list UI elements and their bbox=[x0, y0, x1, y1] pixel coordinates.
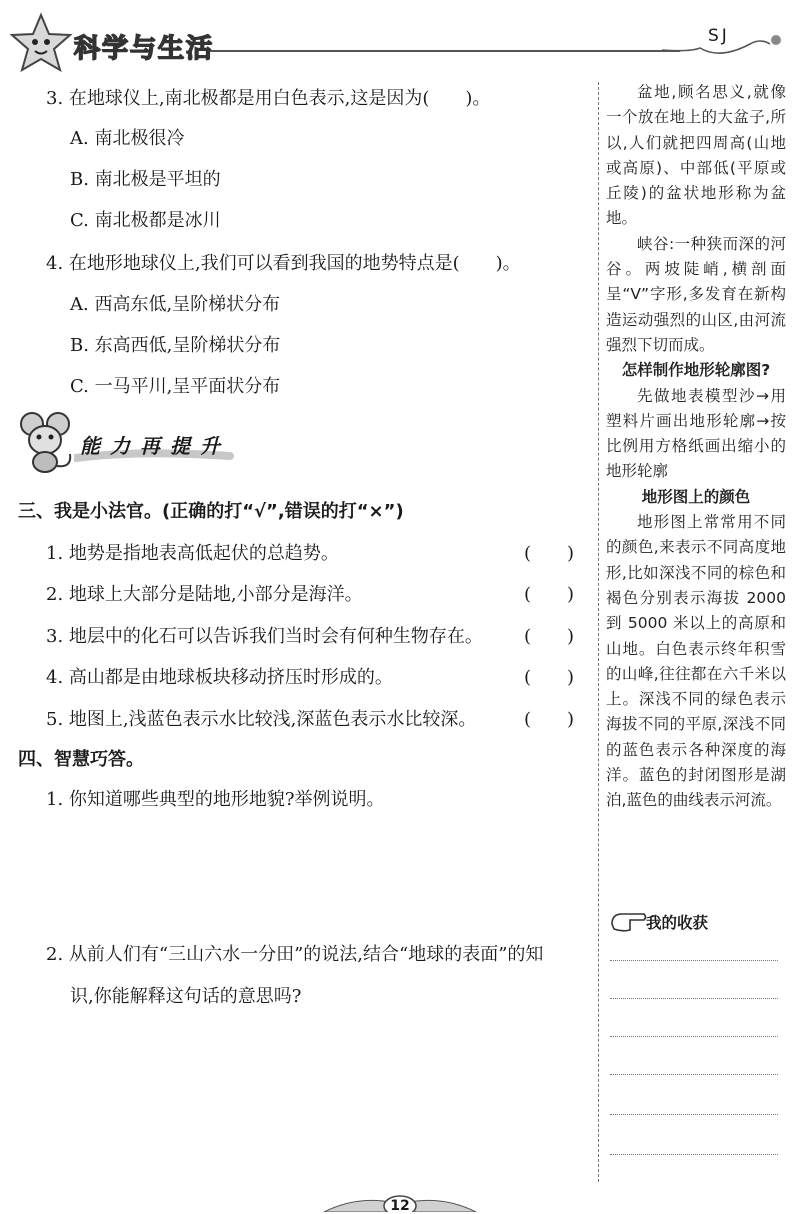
judge-item-5: 5. 地图上,浅蓝色表示水比较浅,深蓝色表示水比较深。 bbox=[46, 709, 477, 730]
answer-blank-2[interactable]: ( ) bbox=[524, 584, 575, 605]
q3-option-a: A. 南北极很冷 bbox=[70, 128, 185, 149]
header-title: 科学与生活 bbox=[74, 34, 215, 64]
section4-title: 四、智慧巧答。 bbox=[18, 749, 144, 770]
sidebar-colors-text: 地形图上常常用不同的颜色,来表示不同高度地形,比如深浅不同的棕色和褐色分别表示海拔 2000 到 5000 米以上的高原和山地。白色表示终年积雪的山峰,往往都在六千米以上。深浅不同的绿色表示海拔不同的平原,深浅不同的蓝色表示各种深度的海洋。蓝色的封闭图形是湖泊,蓝色的曲线表示河流。 bbox=[606, 513, 786, 810]
pointing-hand-icon bbox=[608, 908, 648, 934]
header-rule bbox=[210, 50, 680, 52]
answer-blank-3[interactable]: ( ) bbox=[524, 626, 575, 647]
sidebar-gorge: 峡谷:一种狭而深的河谷。两坡陡峭,横剖面呈“V”字形,多发育在新构造运动强烈的山区,由河流强烈下切而成。 bbox=[606, 234, 786, 354]
q3-option-c: C. 南北极都是冰川 bbox=[70, 210, 221, 231]
q4-option-c: C. 一马平川,呈平面状分布 bbox=[70, 376, 281, 397]
sidebar-basin: 盆地,顾名思义,就像一个放在地上的大盆子,所以,人们就把四周高(山地或高原)、中部低(平原或丘陵)的盆状地形称为盆地。 bbox=[606, 83, 786, 228]
essay-q1-answer-area[interactable] bbox=[46, 820, 586, 930]
judge-item-3: 3. 地层中的化石可以告诉我们当时会有何种生物存在。 bbox=[46, 626, 483, 647]
answer-blank-1[interactable]: ( ) bbox=[524, 543, 575, 564]
banner-title: 能力再提升 bbox=[80, 434, 230, 458]
harvest-title: 我的收获 bbox=[646, 914, 709, 932]
sidebar bbox=[606, 80, 786, 814]
q3-stem: 3. 在地球仪上,南北极都是用白色表示,这是因为( )。 bbox=[46, 88, 491, 109]
sidebar-howto-text: 先做地表模型沙→用塑料片画出地形轮廓→按比例用方格纸画出缩小的地形轮廓 bbox=[606, 386, 786, 481]
answer-blank-5[interactable]: ( ) bbox=[524, 709, 575, 730]
sidebar-howto-title: 怎样制作地形轮廓图? bbox=[621, 361, 771, 380]
essay-q2-line1: 2. 从前人们有“三山六水一分田”的说法,结合“地球的表面”的知 bbox=[46, 944, 544, 965]
q4-option-a: A. 西高东低,呈阶梯状分布 bbox=[70, 294, 281, 315]
essay-q1: 1. 你知道哪些典型的地形地貌?举例说明。 bbox=[46, 789, 385, 810]
answer-blank-4[interactable]: ( ) bbox=[524, 667, 575, 688]
judge-item-1: 1. 地势是指地表高低起伏的总趋势。 bbox=[46, 543, 339, 564]
sidebar-divider bbox=[598, 82, 599, 1182]
section3-title: 三、我是小法官。(正确的打“√”,错误的打“×”) bbox=[18, 501, 404, 522]
judge-item-2: 2. 地球上大部分是陆地,小部分是海洋。 bbox=[46, 584, 363, 605]
star-mascot-icon bbox=[8, 12, 74, 74]
mouse-mascot-icon bbox=[12, 410, 78, 474]
harvest-line[interactable] bbox=[610, 1074, 778, 1075]
harvest-line[interactable] bbox=[610, 1036, 778, 1037]
q4-stem: 4. 在地形地球仪上,我们可以看到我国的地势特点是( )。 bbox=[46, 253, 521, 274]
harvest-line[interactable] bbox=[610, 1154, 778, 1155]
page-number: 12 bbox=[390, 1198, 410, 1214]
judge-item-4: 4. 高山都是由地球板块移动挤压时形成的。 bbox=[46, 667, 393, 688]
q4-option-b: B. 东高西低,呈阶梯状分布 bbox=[70, 335, 281, 356]
harvest-line[interactable] bbox=[610, 1114, 778, 1115]
essay-q2-line2: 识,你能解释这句话的意思吗? bbox=[70, 986, 302, 1007]
q3-option-b: B. 南北极是平坦的 bbox=[70, 169, 221, 190]
essay-q2-answer-area[interactable] bbox=[46, 1020, 586, 1170]
harvest-line[interactable] bbox=[610, 998, 778, 999]
harvest-line[interactable] bbox=[610, 960, 778, 961]
header-code: SJ bbox=[708, 26, 730, 46]
sidebar-colors-title: 地形图上的颜色 bbox=[641, 487, 751, 506]
